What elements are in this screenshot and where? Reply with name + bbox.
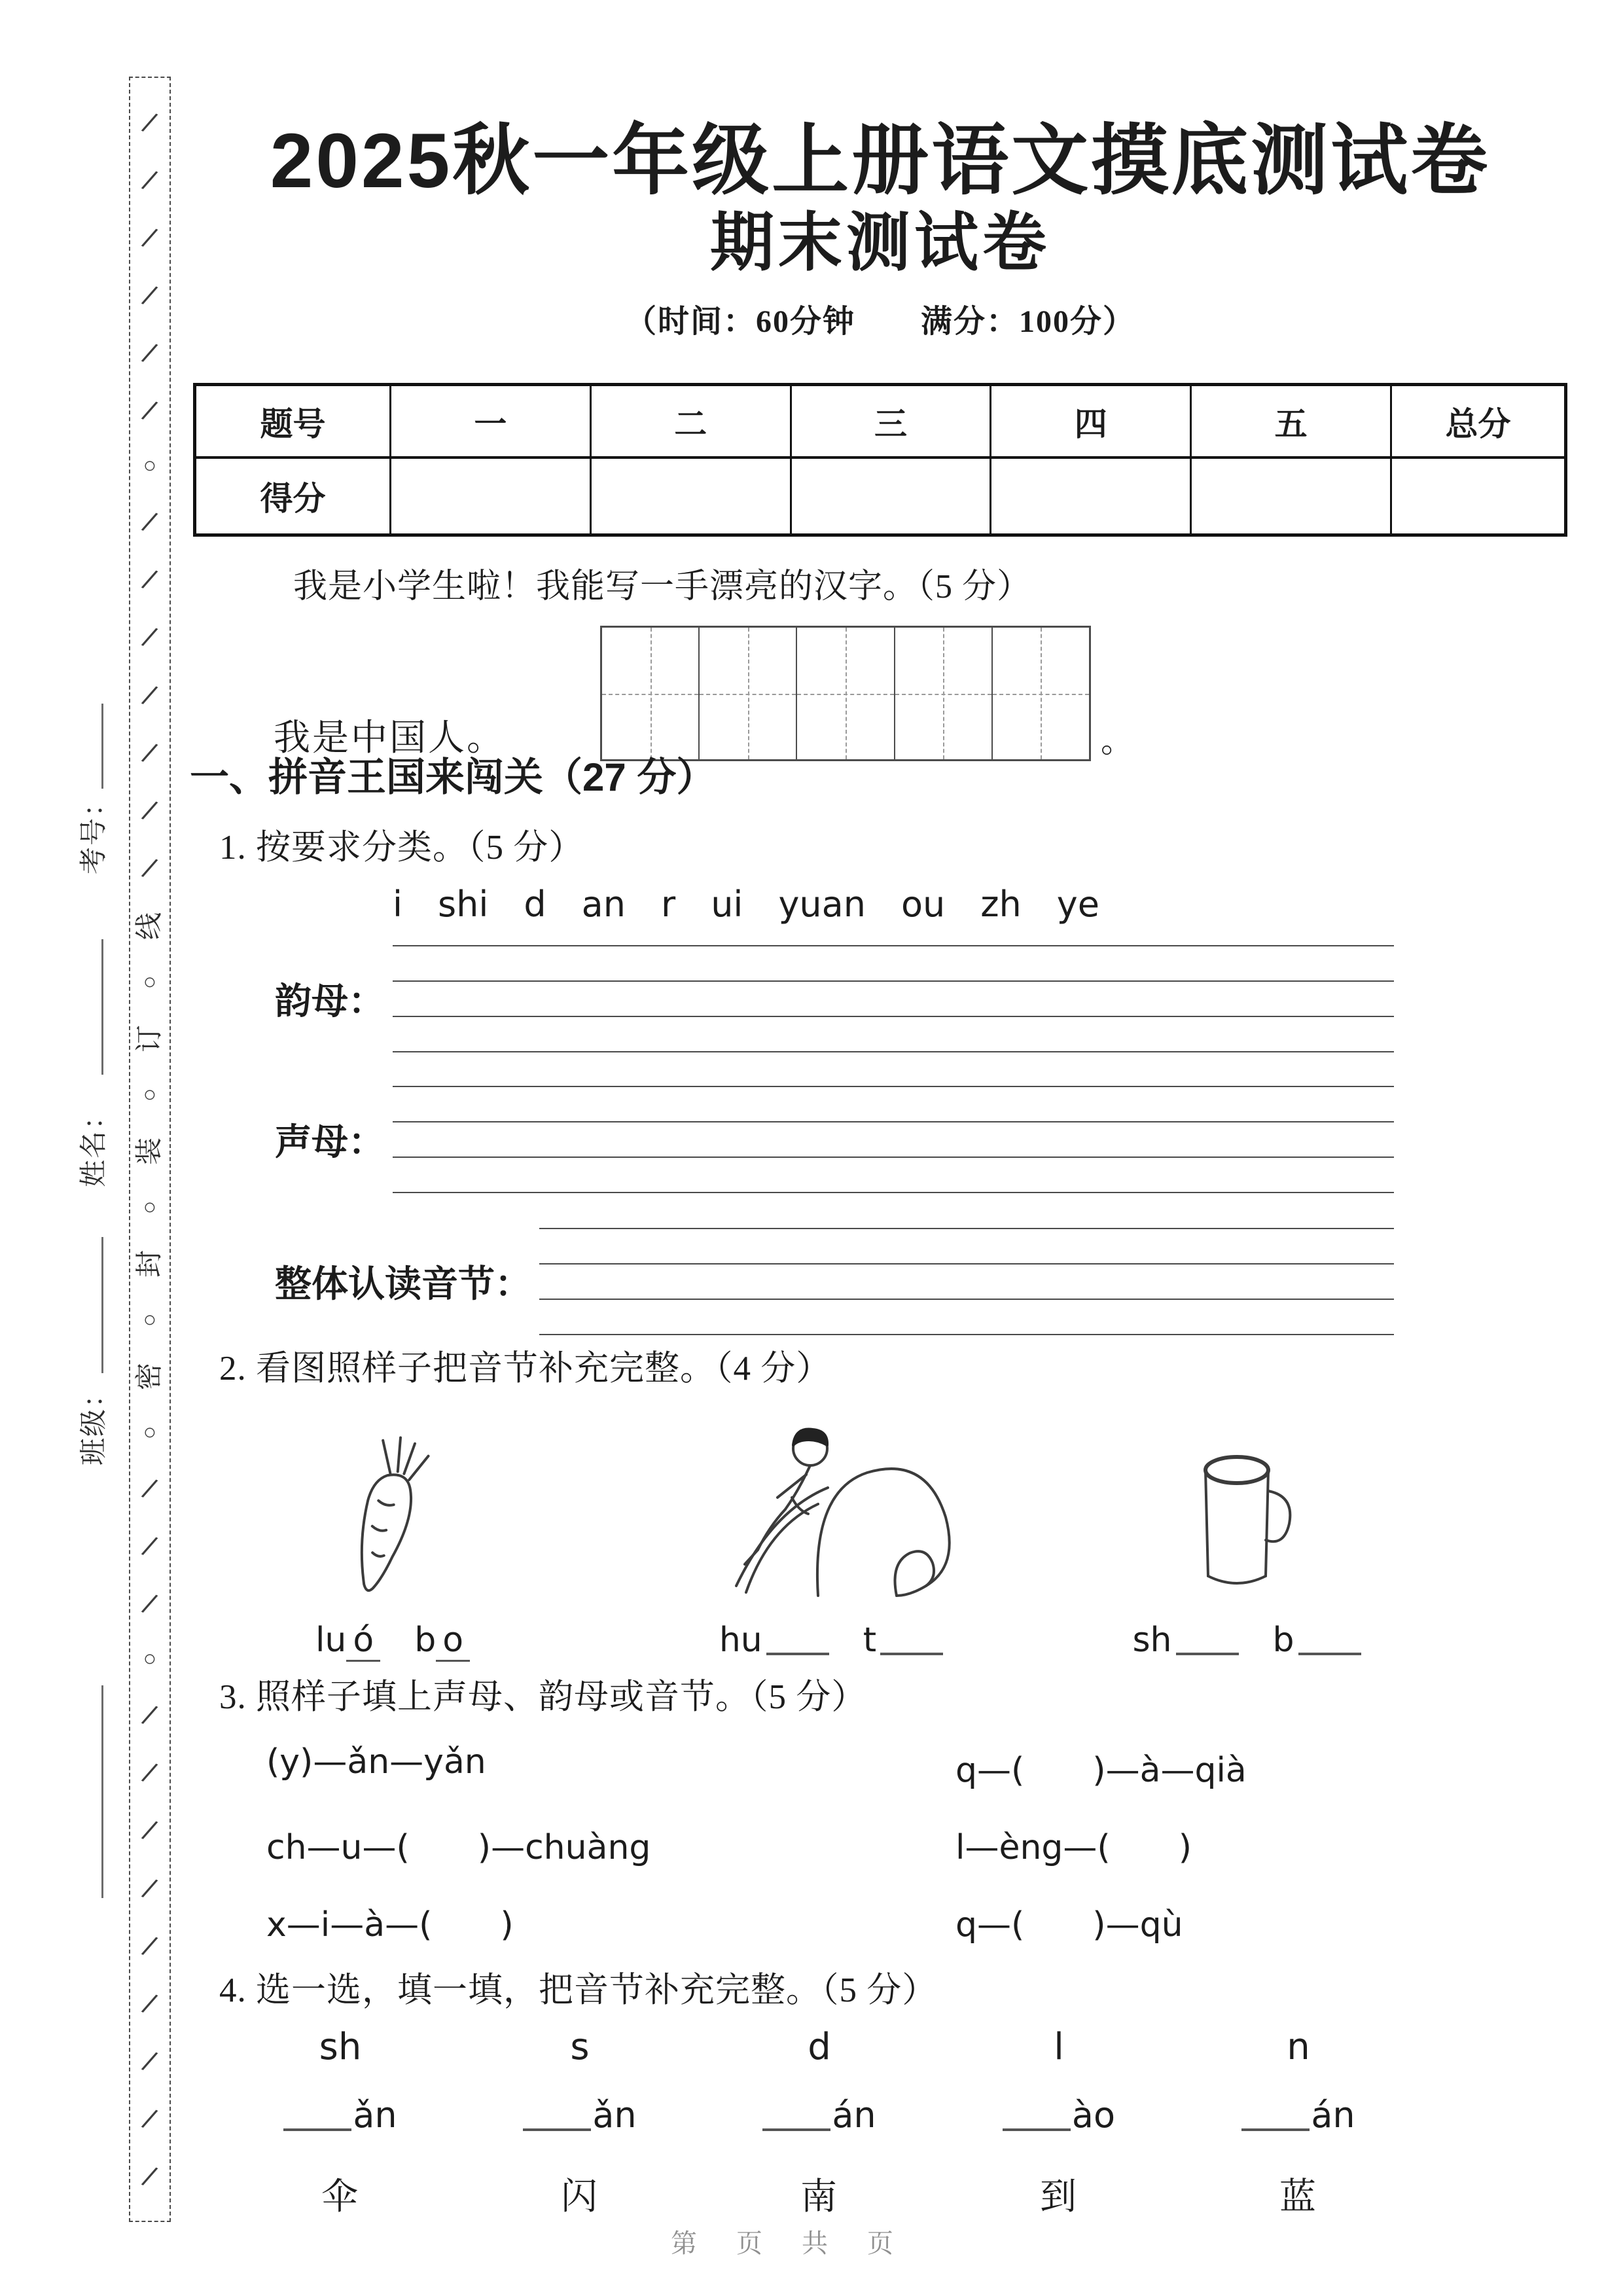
boy-on-slide-icon (694, 1399, 969, 1609)
four-line-grid (393, 1086, 1394, 1193)
initials-answer-staff (275, 1086, 1394, 1193)
score-table-score-cell-5 (1392, 459, 1564, 533)
question-2-item-cup (1086, 1393, 1407, 1660)
syllable-item: an (581, 884, 626, 925)
handwriting-intro: 我是小学生啦！我能写一手漂亮的汉字。（5 分） (293, 568, 1032, 605)
binding-line-strip (129, 77, 171, 2222)
final-with-blank (221, 2094, 460, 2136)
binding-slash: / (139, 337, 160, 368)
finals-label: 韵母： (275, 982, 385, 1022)
answer-blank (283, 2128, 351, 2131)
writing-grid-cell (895, 628, 993, 759)
slide-illustration (648, 1393, 1014, 1609)
syllable-item: ou (901, 884, 946, 925)
initials-label: 声母： (275, 1122, 385, 1163)
class-label (67, 1376, 116, 1468)
final-text: ǎn (353, 2094, 397, 2136)
cup-icon (1185, 1445, 1309, 1609)
binding-char: 封 (134, 1249, 165, 1278)
character-hint: 蓝 (1279, 2177, 1317, 2217)
writing-grid-cell (602, 628, 700, 759)
class-label-text: 班级： (79, 1378, 110, 1466)
syllable-onset: b (414, 1621, 437, 1660)
score-table-column-4: 五 (1192, 386, 1392, 456)
binding-slash: / (139, 395, 160, 427)
binding-circle: ○ (143, 1420, 157, 1445)
binding-slash: / (139, 2102, 160, 2134)
binding-slash: / (139, 506, 160, 538)
final-with-blank (700, 2094, 939, 2136)
final-with-blank (939, 2094, 1179, 2136)
student-field-blank-line (101, 704, 103, 789)
binding-slash: / (139, 222, 160, 253)
answer-blank (1176, 1653, 1239, 1655)
answer-blank (523, 2128, 591, 2131)
writing-grid-cell (993, 628, 1089, 759)
answer-blank (1003, 2128, 1071, 2131)
final-text: ào (1071, 2094, 1116, 2136)
character-hint: 伞 (321, 2177, 359, 2217)
score-table-score-row (196, 459, 1564, 533)
question-3-left-item: x—i—à—( ) (266, 1905, 514, 1945)
score-table-column-2: 三 (792, 386, 992, 456)
score-table-header-row (196, 386, 1564, 459)
answer-blank (1298, 1653, 1361, 1655)
question-3-title: 3. 照样子填上声母、韵母或音节。（5 分） (219, 1678, 867, 1716)
syllable-item: zh (980, 884, 1022, 925)
question-3-left-item: (y)—ǎn—yǎn (266, 1742, 486, 1782)
cup-illustration (1086, 1393, 1407, 1609)
initial-option: n (1287, 2026, 1310, 2068)
syllable-onset: t (863, 1621, 877, 1660)
answer-blank (880, 1653, 943, 1655)
binding-char: 密 (134, 1363, 165, 1391)
page-footer: 第 页 共 页 (671, 2229, 900, 2258)
binding-slash: / (139, 1530, 160, 1562)
question-3-left-item: ch—u—( )—chuàng (266, 1828, 651, 1867)
binding-circle: ○ (143, 454, 157, 478)
question-1-syllable-list (393, 884, 1623, 925)
character-hint: 到 (1040, 2177, 1078, 2217)
binding-slash: / (139, 2045, 160, 2077)
score-table-score-cell-2 (792, 459, 992, 533)
whole-syllables-label: 整体认读音节： (275, 1265, 531, 1305)
binding-slash: / (139, 1588, 160, 1620)
binding-circle: ○ (143, 969, 157, 994)
question-2-title: 2. 看图照样子把音节补充完整。（4 分） (219, 1350, 832, 1388)
cup-pinyin (1086, 1621, 1407, 1660)
question-4-characters-row (221, 2168, 1418, 2220)
syllable-item: i (393, 884, 403, 925)
student-name-label (67, 1098, 116, 1190)
character-hint: 闪 (561, 2177, 599, 2217)
score-table-column-3: 四 (991, 386, 1192, 456)
binding-slash: / (139, 794, 160, 826)
exam-number-label-text: 考号： (79, 787, 110, 875)
final-text: án (1311, 2094, 1355, 2136)
score-table (193, 383, 1567, 537)
score-table-column-5: 总分 (1445, 405, 1511, 442)
question-4-initials-row (221, 2026, 1418, 2068)
binding-slash: / (139, 564, 160, 596)
score-table-score-cell-1 (592, 459, 792, 533)
exam-number-label (67, 785, 116, 877)
syllable-item: r (661, 884, 676, 925)
binding-slash: / (139, 679, 160, 711)
binding-slash: / (139, 279, 160, 311)
binding-circle: ○ (143, 1082, 157, 1107)
question-2-item-carrot (252, 1393, 533, 1660)
binding-slash: / (139, 107, 160, 138)
binding-slash: / (139, 1929, 160, 1962)
answer-blank (762, 2128, 830, 2131)
section-1-title: 一、拼音王国来闯关（27 分） (190, 755, 716, 799)
page-subtitle: 期末测试卷 (709, 206, 1050, 278)
syllable-item: yuan (778, 884, 866, 925)
page-title: 2025秋一年级上册语文摸底测试卷 (270, 118, 1491, 204)
final-with-blank (460, 2094, 700, 2136)
binding-char: 线 (134, 912, 165, 940)
final-text: ǎn (592, 2094, 637, 2136)
four-line-grid (393, 945, 1394, 1052)
carrot-illustration (252, 1393, 533, 1609)
binding-char: 订 (134, 1024, 165, 1052)
syllable-item: ye (1056, 884, 1099, 925)
syllable-item: d (524, 884, 546, 925)
syllable-item: ui (711, 884, 743, 925)
question-2-item-slide (648, 1393, 1014, 1660)
score-table-score-cell-4 (1192, 459, 1392, 533)
student-name-label-text: 姓名： (79, 1100, 110, 1188)
binding-circle: ○ (143, 1647, 157, 1672)
writing-grid-cell (700, 628, 797, 759)
grid-trailing-period: 。 (1101, 723, 1133, 759)
whole-syllables-answer-staff (275, 1228, 1394, 1335)
student-field-blank-line (101, 1685, 103, 1898)
writing-grid (600, 626, 1091, 761)
syllable-onset: hu (719, 1621, 762, 1660)
binding-slash: / (139, 1699, 160, 1731)
binding-slash: / (139, 2160, 160, 2192)
score-table-score-cell-0 (391, 459, 592, 533)
slide-pinyin (648, 1621, 1014, 1660)
syllable-onset: sh (1132, 1621, 1172, 1660)
initial-option: sh (319, 2026, 362, 2068)
student-field-blank-line (101, 939, 103, 1075)
binding-slash: / (139, 852, 160, 884)
question-4-title: 4. 选一选，填一填，把音节补充完整。（5 分） (219, 1971, 938, 2009)
final-with-blank (1179, 2094, 1418, 2136)
binding-char: 装 (134, 1137, 165, 1165)
binding-slash: / (139, 1987, 160, 2019)
binding-slash: / (139, 1872, 160, 1904)
initial-option: d (808, 2026, 831, 2068)
four-line-grid (539, 1228, 1394, 1335)
syllable-filled-answer: o (436, 1621, 470, 1662)
final-text: án (832, 2094, 876, 2136)
question-3-right-item: l—èng—( ) (955, 1828, 1192, 1867)
carrot-pinyin (252, 1621, 533, 1660)
score-table-score-label: 得分 (196, 459, 391, 533)
initial-option: l (1054, 2026, 1064, 2068)
binding-slash: / (139, 1757, 160, 1789)
syllable-filled-answer: ó (346, 1621, 380, 1662)
score-table-score-cell-3 (991, 459, 1192, 533)
character-hint: 南 (800, 2177, 838, 2217)
question-1-title: 1. 按要求分类。（5 分） (219, 829, 584, 867)
carrot-icon (330, 1426, 455, 1609)
answer-blank (766, 1653, 829, 1655)
binding-slash: / (139, 1473, 160, 1504)
exam-content (190, 0, 1571, 2296)
question-3-right-item: q—( )—qù (955, 1905, 1183, 1945)
syllable-item: shi (438, 884, 489, 925)
question-2-row (190, 1393, 1571, 1668)
time-score-note: （时间：60分钟 满分：100分） (624, 304, 1135, 339)
finals-answer-staff (275, 945, 1394, 1052)
question-3-right-item: q—( )—à—qià (955, 1751, 1247, 1790)
syllable-onset: b (1272, 1621, 1294, 1660)
student-field-blank-line (101, 1237, 103, 1373)
score-table-column-1: 二 (592, 386, 792, 456)
binding-circle: ○ (143, 1194, 157, 1219)
binding-slash: / (139, 621, 160, 653)
writing-grid-cell (797, 628, 895, 759)
binding-slash: / (139, 164, 160, 196)
binding-circle: ○ (143, 1308, 157, 1333)
question-4-finals-row (221, 2094, 1418, 2136)
copy-sentence: 我是中国人。 (274, 718, 505, 759)
score-table-column-0: 一 (391, 386, 592, 456)
score-table-header-label: 题号 (196, 386, 391, 456)
binding-slash: / (139, 1814, 160, 1846)
initial-option: s (570, 2026, 590, 2068)
syllable-onset: lu (315, 1621, 347, 1660)
answer-blank (1241, 2128, 1310, 2131)
binding-slash: / (139, 736, 160, 768)
